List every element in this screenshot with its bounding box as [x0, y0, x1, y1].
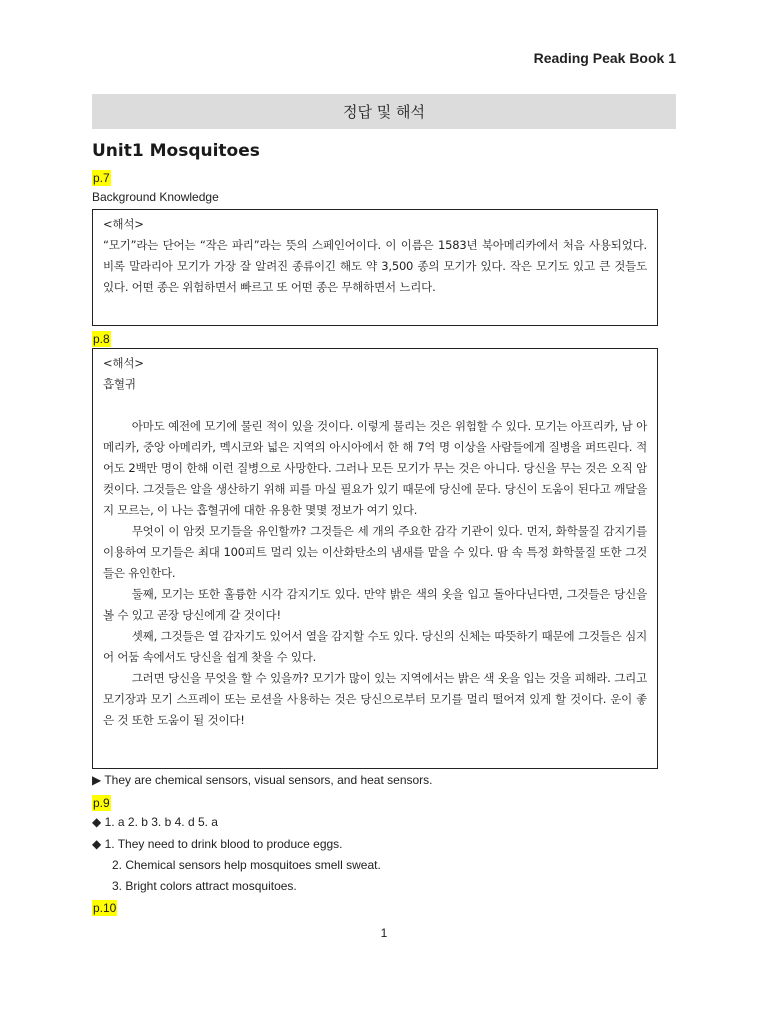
p8-paragraph-5: 그러면 당신을 무엇을 할 수 있을까? 모기가 많이 있는 지역에서는 밝은 색 옷을 입는 것을 피해라. 그리고 모기장과 모기 스프레이 또는 로션을 사용하는 것은 당신으로부터 모기를 멀리 떨어져 있게 할 것이다. 운이 좋은 것 또한 도움이 될 것이다!	[103, 671, 647, 727]
p7-translation-box	[92, 209, 658, 326]
p8-answer: ▶ They are chemical sensors, visual sensors, and heat sensors.	[92, 773, 433, 787]
p9-answer-1: ◆ 1. They need to drink blood to produce eggs.	[92, 837, 343, 851]
page-label-p10: p.10	[93, 901, 117, 915]
p8-paragraph-3: 둘째, 모기는 또한 훌륭한 시각 감지기도 있다. 만약 밝은 색의 옷을 입고 돌아다닌다면, 그것들은 당신을 볼 수 있고 곧장 당신에게 갈 것이다!	[103, 587, 647, 622]
answer-key-title-bar	[92, 94, 676, 129]
page-number: 1	[380, 926, 388, 940]
p9-answer-3: 3. Bright colors attract mosquitoes.	[112, 879, 297, 893]
p7-box-label: <해석>	[103, 217, 144, 231]
p8-box-title: 흡혈귀	[103, 377, 136, 391]
answer-key-title: 정답 및 해석	[343, 103, 425, 121]
p8-paragraph-2: 무엇이 이 암컷 모기들을 유인할까? 그것들은 세 개의 주요한 감각 기관이 있다. 먼저, 화학물질 감지기를 이용하여 모기들은 최대 100피트 멀리 있는 이산화탄소의 냄새를 맡을 수 있다. 땀 속 특정 화학물질 또한 그것들은 유인한다.	[103, 524, 647, 580]
p8-paragraph-1: 아마도 예전에 모기에 물린 적이 있을 것이다. 이렇게 물리는 것은 위험할 수 있다. 모기는 아프리카, 남 아메리카, 중앙 아메리카, 멕시코와 넓은 지역의 아시아에서 한 해 7억 명 이상을 사람들에게 질병을 퍼뜨린다. 적어도 2백만 명이 한해 이런 질병으로 사망한다. 그러나 모든 모기가 무는 것은 아니다. 당신을 무는 것은 오직 암컷이다. 그것들은 알을 생산하기 위해 피를 마실 필요가 있기 때문에 당신에 문다. 당신이 도움이 된다고 깨달을지 모르는, 이 나는 흡혈귀에 대한 유용한 몇몇 정보가 여기 있다.	[103, 419, 647, 517]
unit-title: Unit1 Mosquitoes	[92, 141, 260, 161]
p9-answer-2: 2. Chemical sensors help mosquitoes smell sweat.	[112, 858, 381, 872]
p7-paragraph: “모기”라는 단어는 “작은 파리”라는 뜻의 스페인어이다. 이 이름은 1583년 북아메리카에서 처음 사용되었다. 비록 말라리아 모기가 가장 잘 알려진 종류이긴 해도 약 3,500 종의 모기가 있다. 작은 모기도 있고 큰 것들도 있다. 어떤 종은 위험하면서 빠르고 또 어떤 종은 무해하면서 느리다.	[103, 238, 647, 294]
page-label-p8: p.8	[93, 332, 110, 346]
book-title-header: Reading Peak Book 1	[533, 50, 676, 66]
blank-line	[103, 395, 647, 416]
page-label-p9: p.9	[93, 796, 110, 810]
p8-box-label: <해석>	[103, 356, 144, 370]
p8-paragraph-4: 셋째, 그것들은 열 감자기도 있어서 열을 감지할 수도 있다. 당신의 신체는 따뜻하기 때문에 그것들은 심지어 어둠 속에서도 당신을 쉽게 찾을 수 있다.	[103, 629, 647, 664]
page-label-p7: p.7	[93, 171, 110, 185]
p8-translation-box	[92, 348, 658, 769]
p9-answers-multiple-choice: ◆ 1. a 2. b 3. b 4. d 5. a	[92, 815, 218, 829]
background-knowledge-heading: Background Knowledge	[92, 190, 219, 204]
